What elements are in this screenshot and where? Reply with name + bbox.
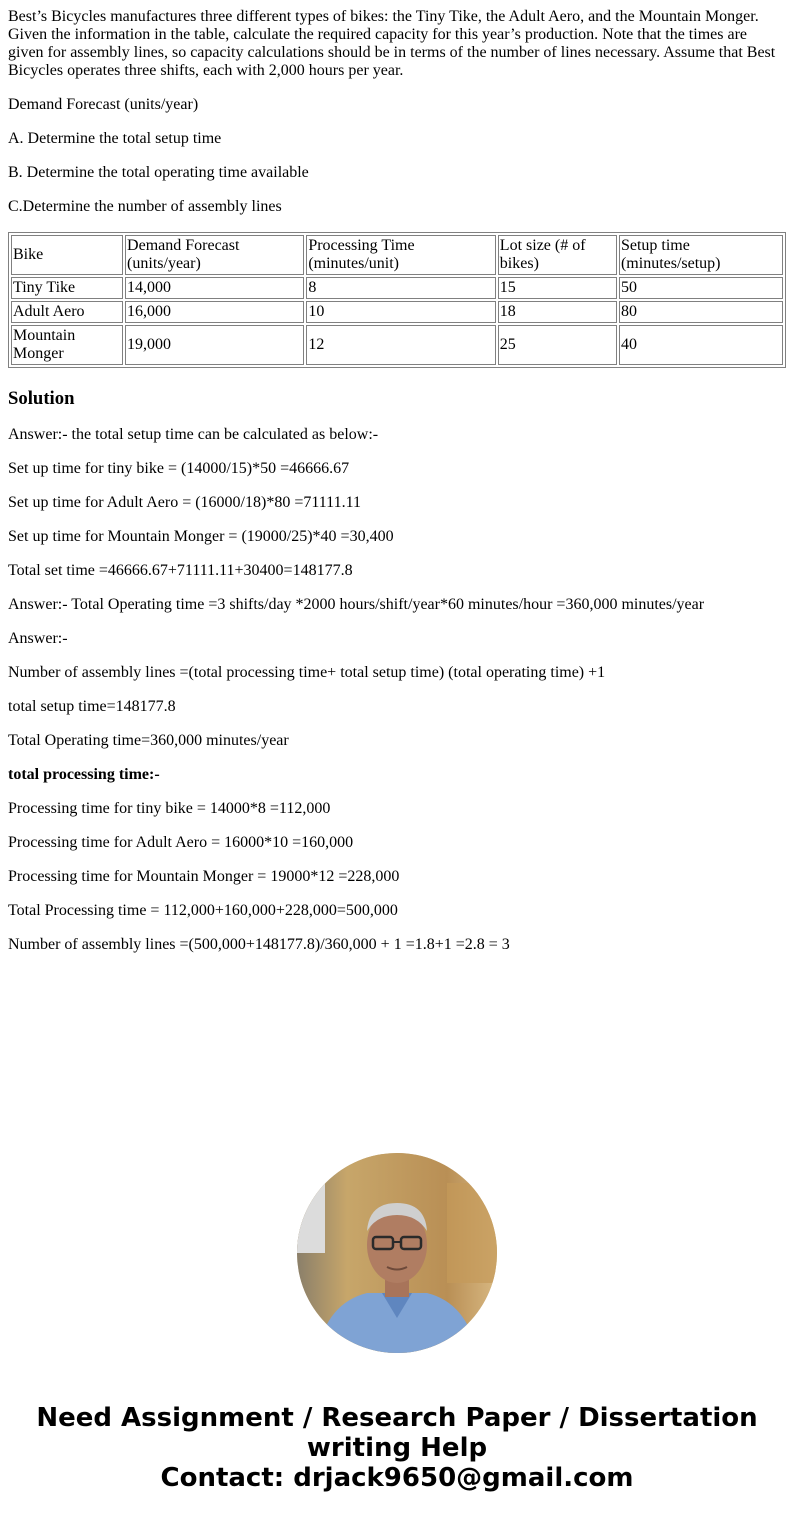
table-cell: 10 xyxy=(306,301,495,323)
solution-line: Total set time =46666.67+71111.11+30400=148177.8 xyxy=(8,562,353,579)
table-cell: 16,000 xyxy=(125,301,304,323)
solution-line: Set up time for tiny bike = (14000/15)*50 =46666.67 xyxy=(8,460,350,477)
solution-line: Answer:- Total Operating time =3 shifts/day *2000 hours/shift/year*60 minutes/hour =360,000 minutes/year xyxy=(8,596,705,613)
table-header-row xyxy=(11,235,783,275)
demand-label: Demand Forecast (units/year) xyxy=(8,96,199,113)
solution-line: Answer:- xyxy=(8,630,68,647)
solution-line: Total Operating time=360,000 minutes/year xyxy=(8,732,289,749)
header-cell-demand: Demand Forecast (units/year) xyxy=(125,235,304,275)
avatar xyxy=(297,1153,497,1353)
bike-data-table xyxy=(8,232,786,368)
footer-help-text: Need Assignment / Research Paper / Dissertation writing Help xyxy=(36,1403,758,1463)
table-cell: 15 xyxy=(498,277,617,299)
header-cell-lot-size: Lot size (# of bikes) xyxy=(498,235,617,275)
table-cell: Adult Aero xyxy=(11,301,123,323)
solution-line: Processing time for tiny bike = 14000*8 =112,000 xyxy=(8,800,331,817)
header-cell-bike: Bike xyxy=(11,235,123,275)
problem-intro: Best’s Bicycles manufactures three different types of bikes: the Tiny Tike, the Adult Aero, and the Mountain Monger. Given the information in the table, calculate the required capacity for this year’s production. Note that the times are given for assembly lines, so capacity calculations should be in terms of the number of lines necessary. Assume that Best Bicycles operates three shifts, each with 2,000 hours per year. xyxy=(8,8,776,79)
table-cell: 50 xyxy=(619,277,783,299)
solution-line: Answer:- the total setup time can be calculated as below:- xyxy=(8,426,379,443)
header-cell-processing: Processing Time (minutes/unit) xyxy=(306,235,495,275)
table-cell: Tiny Tike xyxy=(11,277,123,299)
question-c: C.Determine the number of assembly lines xyxy=(8,198,282,215)
solution-line: Number of assembly lines =(500,000+148177.8)/360,000 + 1 =1.8+1 =2.8 = 3 xyxy=(8,936,510,953)
solution-line: Set up time for Adult Aero = (16000/18)*80 =71111.11 xyxy=(8,494,361,511)
solution-line: total setup time=148177.8 xyxy=(8,698,176,715)
table-cell: 19,000 xyxy=(125,325,304,365)
solution-subheading: total processing time:- xyxy=(8,766,160,783)
table-cell: 12 xyxy=(306,325,495,365)
footer-contact-text: Contact: drjack9650@gmail.com xyxy=(160,1463,634,1493)
solution-line: Processing time for Mountain Monger = 19000*12 =228,000 xyxy=(8,868,400,885)
table-row xyxy=(11,277,783,299)
table-cell: 25 xyxy=(498,325,617,365)
solution-line: Processing time for Adult Aero = 16000*10 =160,000 xyxy=(8,834,354,851)
table-cell: 40 xyxy=(619,325,783,365)
question-a: A. Determine the total setup time xyxy=(8,130,222,147)
table-row xyxy=(11,301,783,323)
table-cell: 18 xyxy=(498,301,617,323)
document-body xyxy=(8,0,786,954)
header-cell-setup: Setup time (minutes/setup) xyxy=(619,235,783,275)
table-row xyxy=(11,325,783,365)
footer-banner xyxy=(0,1403,794,1493)
solution-line: Set up time for Mountain Monger = (19000/25)*40 =30,400 xyxy=(8,528,394,545)
question-b: B. Determine the total operating time available xyxy=(8,164,309,181)
table-cell: Mountain Monger xyxy=(11,325,123,365)
solution-heading: Solution xyxy=(8,388,75,409)
solution-line: Total Processing time = 112,000+160,000+228,000=500,000 xyxy=(8,902,398,919)
avatar-portrait-icon xyxy=(297,1153,497,1353)
solution-line: Number of assembly lines =(total processing time+ total setup time) (total operating time) +1 xyxy=(8,664,606,681)
table-cell: 14,000 xyxy=(125,277,304,299)
table-cell: 8 xyxy=(306,277,495,299)
table-cell: 80 xyxy=(619,301,783,323)
